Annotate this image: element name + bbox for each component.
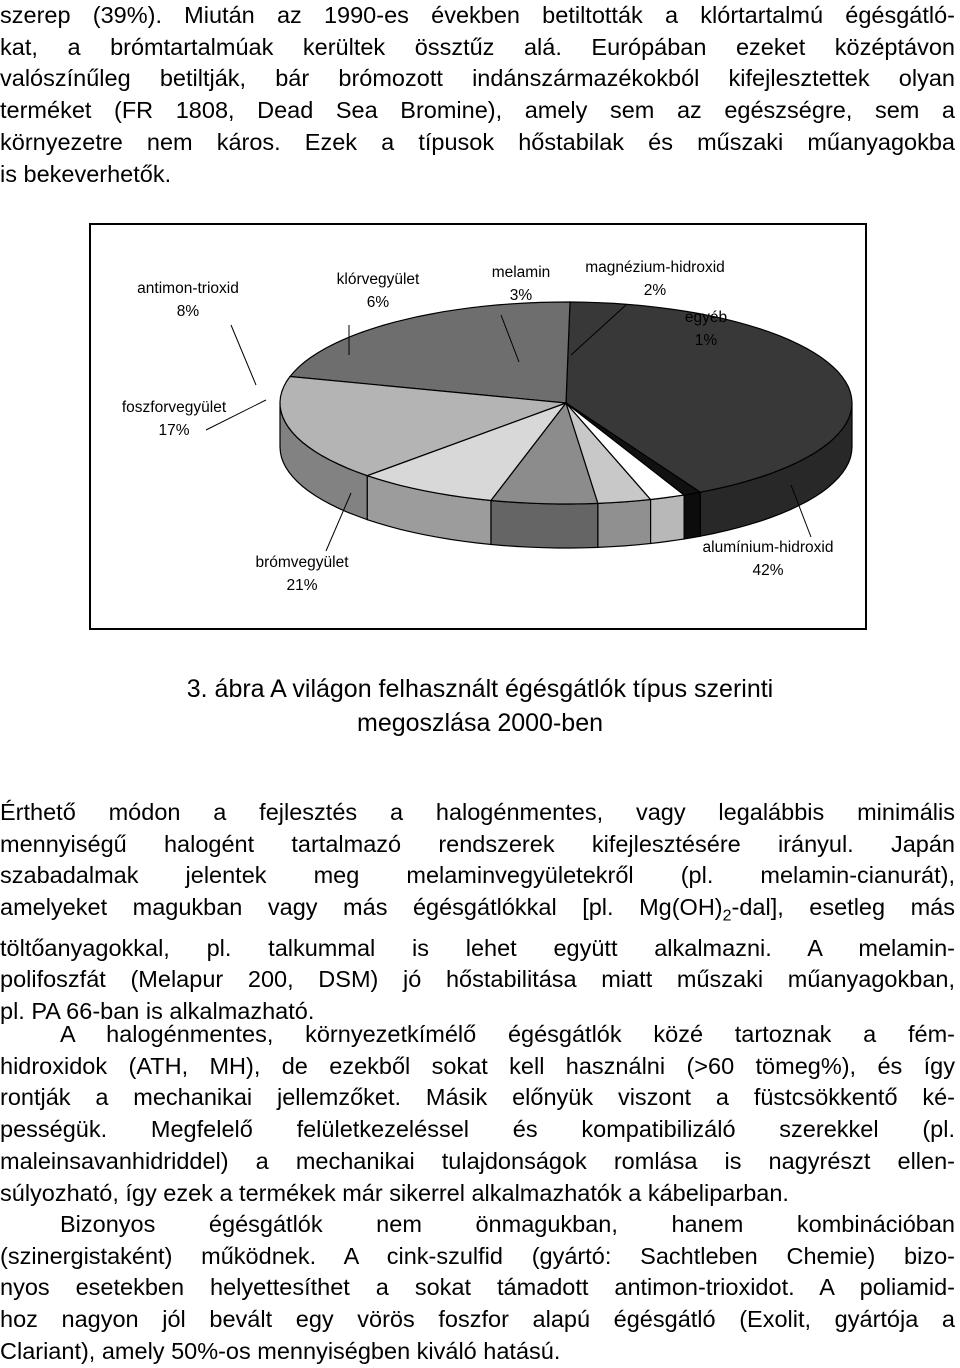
slice-percent-label: 21% bbox=[286, 577, 318, 594]
text-line-with-subscript bbox=[0, 892, 955, 932]
body-paragraph bbox=[0, 797, 955, 1028]
text-line: Bizonyos égésgátlók nem önmagukban, hanem kombinációban bbox=[60, 1211, 955, 1237]
text-line: hoz nagyon jól bevált egy vörös foszfor alapú égésgátló (Exolit, gyártója a bbox=[0, 1306, 955, 1333]
figure-caption bbox=[0, 672, 960, 740]
caption-line: megoszlása 2000-ben bbox=[357, 709, 603, 737]
text-line: Clariant), amely 50%-os mennyiségben kiváló hatású. bbox=[0, 1337, 561, 1364]
text-line: Érthető módon a fejlesztés a halogénmentes, vagy legalábbis minimális bbox=[0, 799, 955, 825]
slice-percent-label: 1% bbox=[694, 332, 718, 349]
slice-percent-label: 2% bbox=[643, 282, 667, 299]
slice-label: magnézium-hidroxid bbox=[585, 259, 725, 276]
text-line: valószínűleg betiltják, bár brómozott indánszármazékokból kifejlesztettek olyan bbox=[0, 65, 955, 92]
body-paragraph bbox=[0, 1019, 955, 1209]
slice-label: alumínium-hidroxid bbox=[702, 539, 834, 556]
slice-percent-label: 6% bbox=[366, 294, 390, 311]
slice-label: klórvegyület bbox=[336, 271, 420, 288]
slice-label: egyéb bbox=[684, 309, 728, 326]
text-line: hidroxidok (ATH, MH), de ezekből sokat kell használni (>60 tömeg%), és így bbox=[0, 1052, 955, 1079]
slice-label: melamin bbox=[491, 264, 551, 281]
text-line: mennyiségű halogént tartalmazó rendszerek kifejlesztésére irányul. Japán bbox=[0, 830, 955, 857]
text-line: súlyozható, így ezek a termékek már sikerrel alkalmazhatók a kábeliparban. bbox=[0, 1179, 789, 1206]
text-line: is bekeverhetők. bbox=[0, 160, 172, 187]
pie-chart-frame bbox=[89, 223, 867, 630]
slice-label: antimon-trioxid bbox=[137, 280, 239, 297]
body-paragraph bbox=[0, 1209, 955, 1368]
pie-chart bbox=[91, 225, 869, 632]
text-line: kat, a brómtartalmúak kerültek össztűz alá. Európában ezeket középtávon bbox=[0, 33, 955, 60]
text-line: maleinsavanhidriddel) a mechanikai tulajdonságok romlása is nagyrészt ellen- bbox=[0, 1147, 955, 1174]
slice-percent-label: 42% bbox=[752, 562, 784, 579]
text-line-start: amelyeket magukban vagy más égésgátlókkal [pl. Mg(OH) bbox=[0, 894, 723, 921]
subscript: 2 bbox=[722, 907, 732, 925]
text-line: szerep (39%). Miután az 1990-es években betiltották a klórtartalmú égésgátló- bbox=[0, 2, 955, 28]
text-line: töltőanyagokkal, pl. talkummal is lehet együtt alkalmazni. A melamin- bbox=[0, 934, 955, 961]
slice-label: foszforvegyület bbox=[121, 399, 227, 416]
text-line: nyos esetekben helyettesíthet a sokat támadott antimon-trioxidot. A poliamid- bbox=[0, 1274, 955, 1301]
text-line-end: -dal], esetleg más bbox=[731, 894, 955, 921]
pie-slice-side bbox=[651, 495, 685, 544]
text-line: pességük. Megfelelő felületkezeléssel és kompatibilizáló szerekkel (pl. bbox=[0, 1116, 955, 1143]
slice-percent-label: 17% bbox=[158, 422, 190, 439]
slice-label: brómvegyület bbox=[255, 554, 349, 571]
text-line: rontják a mechanikai jellemzőket. Másik előnyük viszont a füstcsökkentő ké- bbox=[0, 1084, 955, 1111]
leader-line bbox=[231, 325, 256, 385]
text-line: pl. PA 66-ban is alkalmazható. bbox=[0, 997, 315, 1024]
text-line: A halogénmentes, környezetkímélő égésgátlók közé tartoznak a fém- bbox=[60, 1021, 955, 1047]
text-line: terméket (FR 1808, Dead Sea Bromine), amely sem az egészségre, sem a bbox=[0, 97, 955, 124]
intro-paragraph bbox=[0, 0, 955, 190]
pie-slice-side bbox=[598, 500, 651, 548]
slice-percent-label: 3% bbox=[509, 287, 533, 304]
text-line: szabadalmak jelentek meg melaminvegyületekről (pl. melamin-cianurát), bbox=[0, 862, 955, 889]
pie-slice-side bbox=[491, 501, 598, 549]
text-line: környezetre nem káros. Ezek a típusok hőstabilak és műszaki műanyagokba bbox=[0, 128, 955, 155]
caption-line: 3. ábra A világon felhasznált égésgátlók típus szerinti bbox=[186, 675, 774, 703]
slice-percent-label: 8% bbox=[176, 303, 200, 320]
text-line: polifoszfát (Melapur 200, DSM) jó hőstabilitása miatt műszaki műanyagokban, bbox=[0, 966, 955, 993]
pie-slice-side bbox=[684, 492, 700, 539]
text-line: (szinergistaként) működnek. A cink-szulfid (gyártó: Sachtleben Chemie) bizo- bbox=[0, 1242, 955, 1269]
